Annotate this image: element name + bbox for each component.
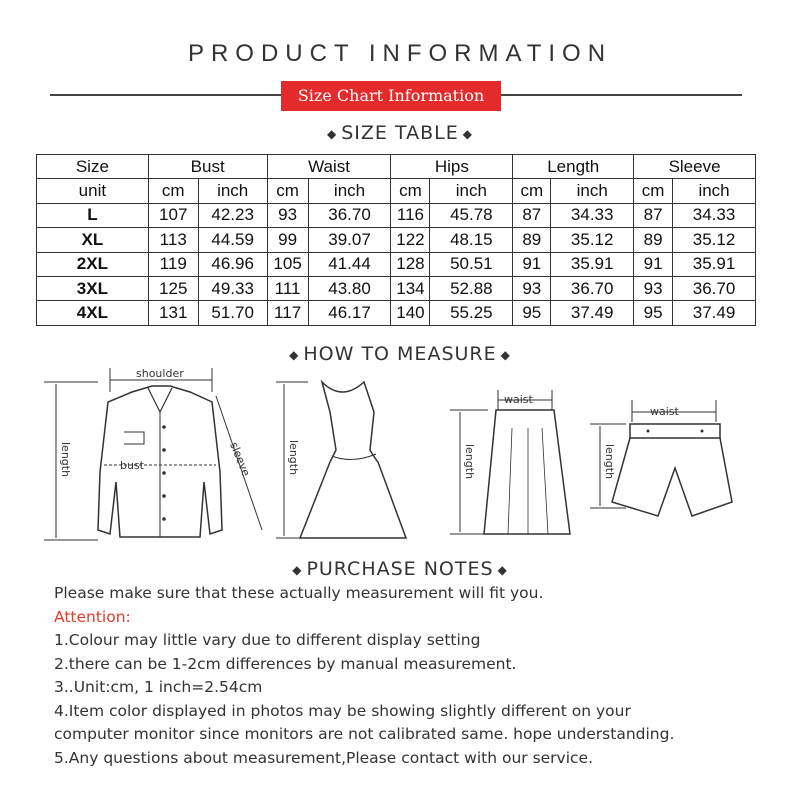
measurement-cell: 95 bbox=[634, 301, 673, 325]
measurement-cell: 52.88 bbox=[430, 276, 513, 300]
measurement-cell: 37.49 bbox=[673, 301, 756, 325]
unit-cell: unit bbox=[37, 179, 149, 203]
note-item: 3..Unit:cm, 1 inch=2.54cm bbox=[54, 678, 263, 696]
unit-cell: cm bbox=[148, 179, 198, 203]
unit-cell: inch bbox=[430, 179, 513, 203]
skirt-waist-label: waist bbox=[504, 393, 533, 406]
unit-cell: cm bbox=[634, 179, 673, 203]
skirt-diagram bbox=[448, 388, 578, 543]
unit-row bbox=[37, 179, 756, 203]
unit-cell: cm bbox=[391, 179, 430, 203]
measurement-cell: 95 bbox=[513, 301, 551, 325]
measurement-cell: 36.70 bbox=[551, 276, 634, 300]
measurement-cell: 140 bbox=[391, 301, 430, 325]
measurement-cell: 37.49 bbox=[551, 301, 634, 325]
header-sleeve: Sleeve bbox=[634, 155, 756, 179]
measurement-cell: 89 bbox=[634, 228, 673, 252]
note-item: computer monitor since monitors are not calibrated same. hope understanding. bbox=[54, 725, 675, 743]
note-item: 4.Item color displayed in photos may be showing slightly different on your bbox=[54, 701, 631, 720]
measurement-cell: 93 bbox=[634, 276, 673, 300]
measurement-cell: 36.70 bbox=[673, 276, 756, 300]
measurement-cell: 116 bbox=[391, 203, 430, 227]
size-table-heading bbox=[0, 122, 800, 144]
size-label-cell: XL bbox=[37, 228, 149, 252]
measurement-cell: 125 bbox=[148, 276, 198, 300]
bust-label: bust bbox=[120, 459, 144, 472]
shoulder-label: shoulder bbox=[136, 367, 184, 380]
size-chart-banner: Size Chart Information bbox=[281, 81, 501, 111]
header-hips: Hips bbox=[391, 155, 513, 179]
measurement-cell: 35.91 bbox=[673, 252, 756, 276]
diamond-icon: ◆ bbox=[289, 347, 300, 362]
diamond-icon: ◆ bbox=[497, 562, 508, 577]
dress-diagram bbox=[272, 372, 412, 547]
table-row bbox=[37, 301, 756, 325]
unit-cell: inch bbox=[551, 179, 634, 203]
measurement-cell: 119 bbox=[148, 252, 198, 276]
measurement-cell: 35.12 bbox=[551, 228, 634, 252]
measurement-cell: 49.33 bbox=[198, 276, 267, 300]
unit-cell: inch bbox=[198, 179, 267, 203]
size-label-cell: 2XL bbox=[37, 252, 149, 276]
shorts-waistband bbox=[630, 424, 720, 438]
how-to-measure-heading-text: HOW TO MEASURE bbox=[303, 343, 497, 365]
header-length: Length bbox=[513, 155, 634, 179]
measurement-cell: 48.15 bbox=[430, 228, 513, 252]
measurement-cell: 134 bbox=[391, 276, 430, 300]
measurement-cell: 44.59 bbox=[198, 228, 267, 252]
measurement-cell: 131 bbox=[148, 301, 198, 325]
measurement-cell: 107 bbox=[148, 203, 198, 227]
table-row bbox=[37, 228, 756, 252]
measurement-cell: 43.80 bbox=[308, 276, 391, 300]
header-bust: Bust bbox=[148, 155, 267, 179]
diamond-icon: ◆ bbox=[292, 562, 303, 577]
sleeve-label: sleeve bbox=[227, 440, 253, 479]
size-label-cell: L bbox=[37, 203, 149, 227]
measurement-cell: 105 bbox=[267, 252, 308, 276]
measurement-cell: 91 bbox=[634, 252, 673, 276]
unit-cell: inch bbox=[308, 179, 391, 203]
diamond-icon: ◆ bbox=[500, 347, 511, 362]
page-title: PRODUCT INFORMATION bbox=[187, 40, 613, 67]
shorts-length-label: length bbox=[603, 444, 616, 480]
size-rows bbox=[37, 203, 756, 325]
diamond-icon: ◆ bbox=[327, 126, 338, 141]
measurement-cell: 87 bbox=[634, 203, 673, 227]
note-item: 1.Colour may little vary due to different display setting bbox=[54, 631, 481, 649]
size-label-cell: 4XL bbox=[37, 301, 149, 325]
skirt-outline bbox=[484, 410, 570, 534]
measurement-cell: 46.96 bbox=[198, 252, 267, 276]
measurement-cell: 55.25 bbox=[430, 301, 513, 325]
header-size: Size bbox=[37, 155, 149, 179]
shorts-outline bbox=[612, 438, 732, 516]
measurement-cell: 45.78 bbox=[430, 203, 513, 227]
header-waist: Waist bbox=[267, 155, 391, 179]
unit-cell: cm bbox=[267, 179, 308, 203]
note-item: 5.Any questions about measurement,Please contact with our service. bbox=[54, 748, 594, 767]
measurement-cell: 117 bbox=[267, 301, 308, 325]
measurement-cell: 93 bbox=[513, 276, 551, 300]
measurement-cell: 42.23 bbox=[198, 203, 267, 227]
measurement-cell: 34.33 bbox=[551, 203, 634, 227]
table-row bbox=[37, 252, 756, 276]
measurement-cell: 41.44 bbox=[308, 252, 391, 276]
measurement-cell: 36.70 bbox=[308, 203, 391, 227]
measurement-cell: 99 bbox=[267, 228, 308, 252]
measurement-cell: 35.12 bbox=[673, 228, 756, 252]
table-row bbox=[37, 276, 756, 300]
size-label-cell: 3XL bbox=[37, 276, 149, 300]
measurement-cell: 91 bbox=[513, 252, 551, 276]
purchase-notes-heading-text: PURCHASE NOTES bbox=[306, 558, 494, 580]
measurement-cell: 35.91 bbox=[551, 252, 634, 276]
shorts-waist-label: waist bbox=[650, 405, 679, 418]
measurement-cell: 111 bbox=[267, 276, 308, 300]
measurement-cell: 113 bbox=[148, 228, 198, 252]
size-table bbox=[36, 154, 756, 326]
measurement-cell: 93 bbox=[267, 203, 308, 227]
measurement-cell: 46.17 bbox=[308, 301, 391, 325]
measurement-cell: 34.33 bbox=[673, 203, 756, 227]
measurement-cell: 128 bbox=[391, 252, 430, 276]
attention-label: Attention: bbox=[54, 607, 131, 626]
unit-cell: cm bbox=[513, 179, 551, 203]
purchase-notes-heading bbox=[0, 558, 800, 580]
shirt-diagram bbox=[40, 362, 272, 547]
measurement-cell: 122 bbox=[391, 228, 430, 252]
unit-cell: inch bbox=[673, 179, 756, 203]
notes-intro: Please make sure that these actually measurement will fit you. bbox=[54, 584, 544, 602]
size-table-heading-text: SIZE TABLE bbox=[341, 122, 459, 144]
measurement-cell: 51.70 bbox=[198, 301, 267, 325]
table-header-row bbox=[37, 155, 756, 179]
measurement-cell: 87 bbox=[513, 203, 551, 227]
shorts-diagram bbox=[588, 398, 738, 528]
shirt-length-label: length bbox=[59, 442, 72, 478]
measurement-cell: 50.51 bbox=[430, 252, 513, 276]
table-row bbox=[37, 203, 756, 227]
purchase-notes bbox=[54, 582, 784, 770]
measurement-cell: 39.07 bbox=[308, 228, 391, 252]
diamond-icon: ◆ bbox=[462, 126, 473, 141]
measurement-cell: 89 bbox=[513, 228, 551, 252]
dress-length-label: length bbox=[287, 440, 300, 476]
skirt-length-label: length bbox=[463, 444, 476, 480]
note-item: 2.there can be 1-2cm differences by manual measurement. bbox=[54, 654, 517, 673]
